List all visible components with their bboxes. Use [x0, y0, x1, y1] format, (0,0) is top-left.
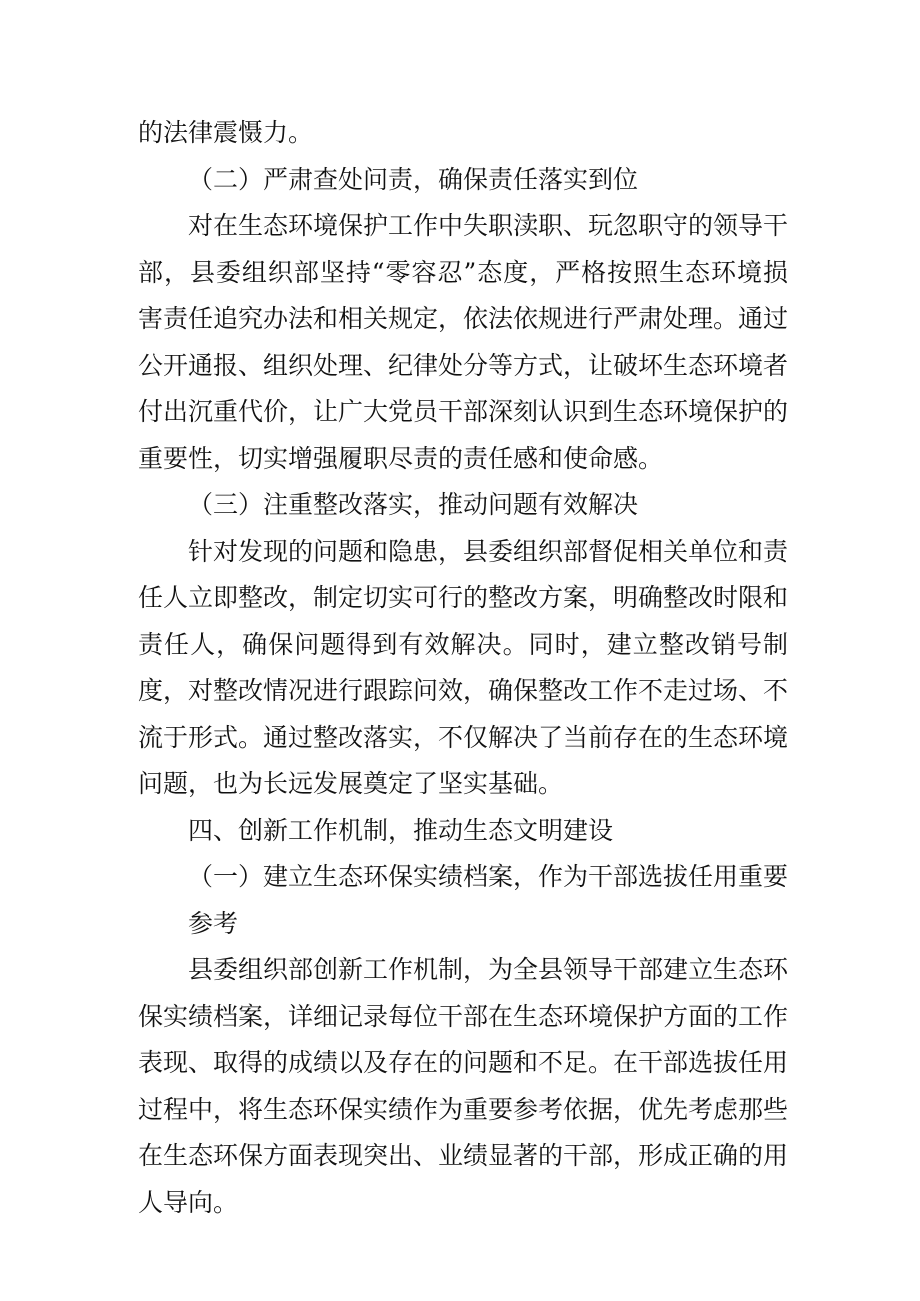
subheading-4-1: （一）建立生态环保实绩档案，作为干部选拔任用重要参考 [188, 862, 789, 938]
paragraph-continuation: 的法律震慑力。 [138, 118, 314, 147]
paragraph-performance-archive: 县委组织部创新工作机制，为全县领导干部建立生态环保实绩档案，详细记录每位干部在生态环境保护方面的工作表现、取得的成绩以及存在的问题和不足。在干部选拔任用过程中，将生态环保实绩作为重要参考依据，优先考虑那些在生态环保方面表现突出、业绩显著的干部，形成正确的用人导向。 [138, 955, 789, 1217]
section-heading-4: 四、创新工作机制，推动生态文明建设 [188, 815, 614, 845]
paragraph-accountability: 对在生态环境保护工作中失职渎职、玩忽职守的领导干部，县委组织部坚持“零容忍”态度，严格按照生态环境损害责任追究办法和相关规定，依法依规进行严肃处理。通过公开通报、组织处理、纪律处分等方式，让破坏生态环境者付出沉重代价，让广大党员干部深刻认识到生态环境保护的重要性，切实增强履职尽责的责任感和使命感。 [138, 211, 789, 473]
subheading-2: （二）严肃查处问责，确保责任落实到位 [188, 164, 639, 194]
document-body [138, 110, 788, 1226]
subheading-3: （三）注重整改落实，推动问题有效解决 [188, 490, 639, 519]
paragraph-rectification: 针对发现的问题和隐患，县委组织部督促相关单位和责任人立即整改，制定切实可行的整改方案，明确整改时限和责任人，确保问题得到有效解决。同时，建立整改销号制度，对整改情况进行跟踪问效，确保整改工作不走过场、不流于形式。通过整改落实，不仅解决了当前存在的生态环境问题，也为长远发展奠定了坚实基础。 [138, 536, 789, 798]
